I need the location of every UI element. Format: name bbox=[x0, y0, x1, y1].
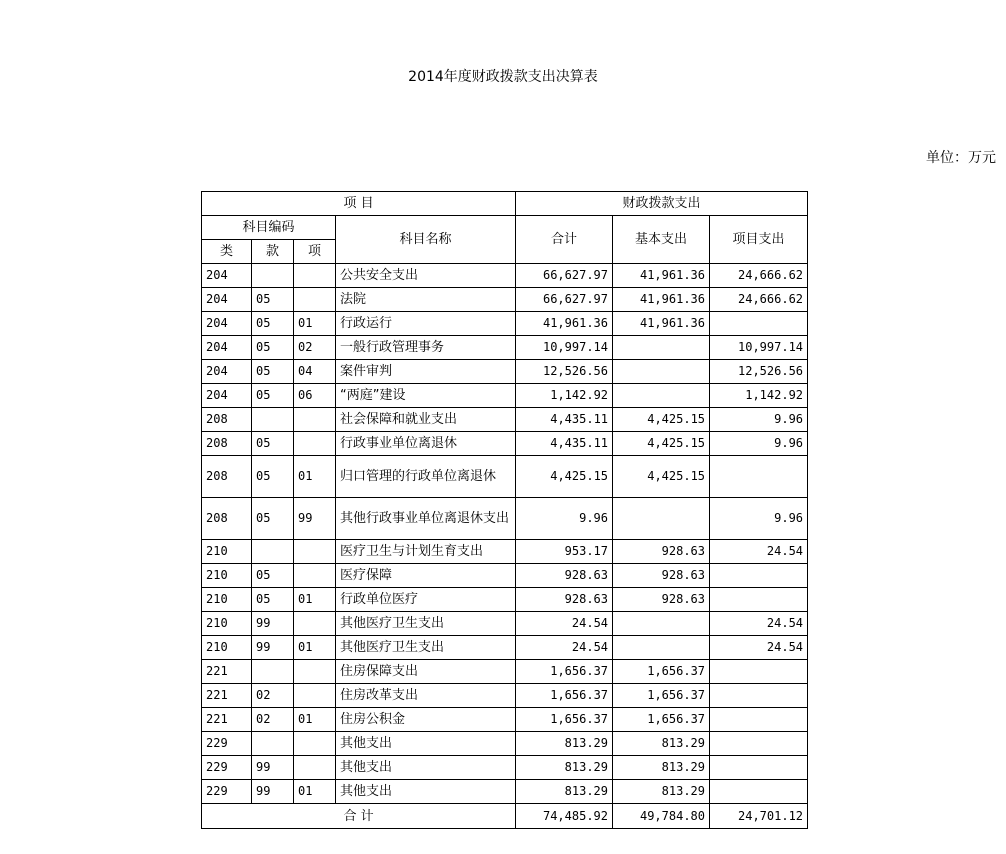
cell-subject-name: 其他医疗卫生支出 bbox=[336, 612, 516, 636]
cell-total: 1,656.37 bbox=[516, 708, 613, 732]
cell-lei: 204 bbox=[202, 384, 252, 408]
cell-xiang: 01 bbox=[294, 780, 336, 804]
cell-xiang bbox=[294, 540, 336, 564]
cell-subject-name: 法院 bbox=[336, 288, 516, 312]
cell-kuan bbox=[252, 408, 294, 432]
cell-project: 24.54 bbox=[710, 540, 808, 564]
cell-total: 4,435.11 bbox=[516, 408, 613, 432]
unit-label: 单位：万元 bbox=[926, 150, 996, 166]
cell-subject-name: “两庭”建设 bbox=[336, 384, 516, 408]
header-project: 项目支出 bbox=[710, 216, 808, 264]
cell-total: 813.29 bbox=[516, 756, 613, 780]
cell-subject-name: 行政单位医疗 bbox=[336, 588, 516, 612]
table-row bbox=[202, 756, 808, 780]
cell-lei: 221 bbox=[202, 684, 252, 708]
cell-basic: 1,656.37 bbox=[613, 708, 710, 732]
cell-subject-name: 公共安全支出 bbox=[336, 264, 516, 288]
cell-lei: 204 bbox=[202, 264, 252, 288]
cell-basic: 928.63 bbox=[613, 588, 710, 612]
cell-xiang: 04 bbox=[294, 360, 336, 384]
cell-basic: 4,425.15 bbox=[613, 432, 710, 456]
cell-subject-name: 一般行政管理事务 bbox=[336, 336, 516, 360]
cell-kuan: 05 bbox=[252, 288, 294, 312]
cell-total: 813.29 bbox=[516, 780, 613, 804]
table-row bbox=[202, 660, 808, 684]
header-total: 合计 bbox=[516, 216, 613, 264]
total-label: 合 计 bbox=[202, 804, 516, 829]
cell-total: 928.63 bbox=[516, 588, 613, 612]
cell-project bbox=[710, 660, 808, 684]
cell-subject-name: 行政运行 bbox=[336, 312, 516, 336]
cell-total: 66,627.97 bbox=[516, 288, 613, 312]
total-sum: 74,485.92 bbox=[516, 804, 613, 829]
cell-xiang: 01 bbox=[294, 456, 336, 498]
header-appropriation: 财政拨款支出 bbox=[516, 192, 808, 216]
cell-project bbox=[710, 732, 808, 756]
table-row bbox=[202, 564, 808, 588]
cell-basic bbox=[613, 636, 710, 660]
cell-lei: 221 bbox=[202, 660, 252, 684]
table-row bbox=[202, 336, 808, 360]
cell-kuan: 05 bbox=[252, 564, 294, 588]
table-row bbox=[202, 684, 808, 708]
cell-project bbox=[710, 708, 808, 732]
cell-kuan bbox=[252, 540, 294, 564]
cell-xiang: 01 bbox=[294, 588, 336, 612]
cell-basic: 1,656.37 bbox=[613, 684, 710, 708]
cell-basic: 4,425.15 bbox=[613, 408, 710, 432]
cell-subject-name: 其他医疗卫生支出 bbox=[336, 636, 516, 660]
cell-total: 813.29 bbox=[516, 732, 613, 756]
cell-kuan: 02 bbox=[252, 708, 294, 732]
table-row bbox=[202, 540, 808, 564]
table-row bbox=[202, 408, 808, 432]
cell-total: 12,526.56 bbox=[516, 360, 613, 384]
table-row bbox=[202, 360, 808, 384]
cell-kuan: 99 bbox=[252, 636, 294, 660]
header-xiang: 项 bbox=[294, 240, 336, 264]
table-row bbox=[202, 588, 808, 612]
cell-lei: 210 bbox=[202, 636, 252, 660]
cell-basic: 813.29 bbox=[613, 756, 710, 780]
cell-lei: 229 bbox=[202, 732, 252, 756]
cell-project: 10,997.14 bbox=[710, 336, 808, 360]
cell-subject-name: 其他行政事业单位离退休支出 bbox=[336, 498, 516, 540]
cell-subject-name: 住房改革支出 bbox=[336, 684, 516, 708]
cell-kuan: 99 bbox=[252, 612, 294, 636]
cell-total: 24.54 bbox=[516, 612, 613, 636]
cell-total: 66,627.97 bbox=[516, 264, 613, 288]
cell-kuan: 05 bbox=[252, 312, 294, 336]
total-project: 24,701.12 bbox=[710, 804, 808, 829]
cell-project bbox=[710, 588, 808, 612]
cell-lei: 208 bbox=[202, 456, 252, 498]
appropriation-table bbox=[201, 191, 808, 829]
cell-lei: 210 bbox=[202, 564, 252, 588]
cell-total: 41,961.36 bbox=[516, 312, 613, 336]
table-row bbox=[202, 432, 808, 456]
cell-total: 10,997.14 bbox=[516, 336, 613, 360]
cell-subject-name: 归口管理的行政单位离退休 bbox=[336, 456, 516, 498]
cell-project: 9.96 bbox=[710, 498, 808, 540]
cell-total: 1,142.92 bbox=[516, 384, 613, 408]
cell-project: 12,526.56 bbox=[710, 360, 808, 384]
cell-kuan: 05 bbox=[252, 384, 294, 408]
cell-basic: 41,961.36 bbox=[613, 312, 710, 336]
header-lei: 类 bbox=[202, 240, 252, 264]
header-kuan: 款 bbox=[252, 240, 294, 264]
table-row bbox=[202, 456, 808, 498]
table-row bbox=[202, 312, 808, 336]
cell-project: 1,142.92 bbox=[710, 384, 808, 408]
cell-basic: 4,425.15 bbox=[613, 456, 710, 498]
cell-xiang bbox=[294, 660, 336, 684]
header-subject-code: 科目编码 bbox=[202, 216, 336, 240]
cell-subject-name: 医疗保障 bbox=[336, 564, 516, 588]
table-row bbox=[202, 384, 808, 408]
cell-kuan: 05 bbox=[252, 456, 294, 498]
cell-xiang: 01 bbox=[294, 636, 336, 660]
cell-kuan: 05 bbox=[252, 360, 294, 384]
cell-kuan: 99 bbox=[252, 780, 294, 804]
header-subject-name: 科目名称 bbox=[336, 216, 516, 264]
cell-lei: 229 bbox=[202, 756, 252, 780]
cell-subject-name: 住房公积金 bbox=[336, 708, 516, 732]
cell-kuan: 05 bbox=[252, 336, 294, 360]
cell-xiang: 99 bbox=[294, 498, 336, 540]
cell-total: 928.63 bbox=[516, 564, 613, 588]
cell-total: 953.17 bbox=[516, 540, 613, 564]
table-row bbox=[202, 264, 808, 288]
cell-subject-name: 其他支出 bbox=[336, 780, 516, 804]
cell-basic: 813.29 bbox=[613, 780, 710, 804]
cell-lei: 204 bbox=[202, 336, 252, 360]
cell-total: 24.54 bbox=[516, 636, 613, 660]
cell-basic: 928.63 bbox=[613, 564, 710, 588]
cell-project: 9.96 bbox=[710, 432, 808, 456]
total-row bbox=[202, 804, 808, 829]
cell-xiang bbox=[294, 264, 336, 288]
cell-xiang bbox=[294, 408, 336, 432]
cell-lei: 210 bbox=[202, 540, 252, 564]
cell-xiang: 01 bbox=[294, 708, 336, 732]
table-row bbox=[202, 636, 808, 660]
cell-lei: 204 bbox=[202, 312, 252, 336]
cell-xiang: 02 bbox=[294, 336, 336, 360]
cell-xiang bbox=[294, 432, 336, 456]
cell-lei: 221 bbox=[202, 708, 252, 732]
cell-basic: 928.63 bbox=[613, 540, 710, 564]
cell-kuan: 05 bbox=[252, 498, 294, 540]
cell-project: 9.96 bbox=[710, 408, 808, 432]
cell-project bbox=[710, 564, 808, 588]
cell-project bbox=[710, 312, 808, 336]
cell-subject-name: 其他支出 bbox=[336, 756, 516, 780]
table-row bbox=[202, 498, 808, 540]
table-body bbox=[202, 264, 808, 804]
table-row bbox=[202, 288, 808, 312]
cell-basic bbox=[613, 498, 710, 540]
table-row bbox=[202, 732, 808, 756]
cell-project: 24,666.62 bbox=[710, 264, 808, 288]
cell-basic bbox=[613, 336, 710, 360]
cell-kuan: 02 bbox=[252, 684, 294, 708]
cell-lei: 210 bbox=[202, 588, 252, 612]
report-title: 2014年度财政拨款支出决算表 bbox=[408, 69, 598, 85]
table-row bbox=[202, 708, 808, 732]
cell-xiang bbox=[294, 564, 336, 588]
cell-kuan: 99 bbox=[252, 756, 294, 780]
cell-total: 9.96 bbox=[516, 498, 613, 540]
table-row bbox=[202, 612, 808, 636]
cell-basic: 1,656.37 bbox=[613, 660, 710, 684]
cell-project: 24.54 bbox=[710, 636, 808, 660]
cell-kuan: 05 bbox=[252, 588, 294, 612]
cell-lei: 210 bbox=[202, 612, 252, 636]
cell-total: 1,656.37 bbox=[516, 684, 613, 708]
cell-xiang: 01 bbox=[294, 312, 336, 336]
cell-xiang bbox=[294, 288, 336, 312]
header-item: 项 目 bbox=[202, 192, 516, 216]
cell-xiang bbox=[294, 756, 336, 780]
cell-lei: 208 bbox=[202, 408, 252, 432]
cell-kuan: 05 bbox=[252, 432, 294, 456]
cell-subject-name: 行政事业单位离退休 bbox=[336, 432, 516, 456]
cell-total: 1,656.37 bbox=[516, 660, 613, 684]
cell-project bbox=[710, 756, 808, 780]
header-basic: 基本支出 bbox=[613, 216, 710, 264]
cell-xiang bbox=[294, 732, 336, 756]
cell-basic bbox=[613, 612, 710, 636]
cell-subject-name: 其他支出 bbox=[336, 732, 516, 756]
cell-subject-name: 住房保障支出 bbox=[336, 660, 516, 684]
cell-project bbox=[710, 780, 808, 804]
table-row bbox=[202, 780, 808, 804]
cell-project: 24.54 bbox=[710, 612, 808, 636]
cell-basic bbox=[613, 384, 710, 408]
cell-kuan bbox=[252, 660, 294, 684]
cell-total: 4,435.11 bbox=[516, 432, 613, 456]
cell-project bbox=[710, 456, 808, 498]
cell-xiang: 06 bbox=[294, 384, 336, 408]
cell-project bbox=[710, 684, 808, 708]
cell-lei: 208 bbox=[202, 498, 252, 540]
cell-lei: 229 bbox=[202, 780, 252, 804]
cell-basic: 41,961.36 bbox=[613, 264, 710, 288]
cell-lei: 204 bbox=[202, 288, 252, 312]
cell-subject-name: 案件审判 bbox=[336, 360, 516, 384]
cell-subject-name: 社会保障和就业支出 bbox=[336, 408, 516, 432]
cell-xiang bbox=[294, 612, 336, 636]
cell-xiang bbox=[294, 684, 336, 708]
cell-basic: 813.29 bbox=[613, 732, 710, 756]
cell-basic bbox=[613, 360, 710, 384]
cell-kuan bbox=[252, 732, 294, 756]
cell-subject-name: 医疗卫生与计划生育支出 bbox=[336, 540, 516, 564]
cell-kuan bbox=[252, 264, 294, 288]
cell-total: 4,425.15 bbox=[516, 456, 613, 498]
cell-lei: 204 bbox=[202, 360, 252, 384]
cell-lei: 208 bbox=[202, 432, 252, 456]
total-basic: 49,784.80 bbox=[613, 804, 710, 829]
cell-basic: 41,961.36 bbox=[613, 288, 710, 312]
cell-project: 24,666.62 bbox=[710, 288, 808, 312]
